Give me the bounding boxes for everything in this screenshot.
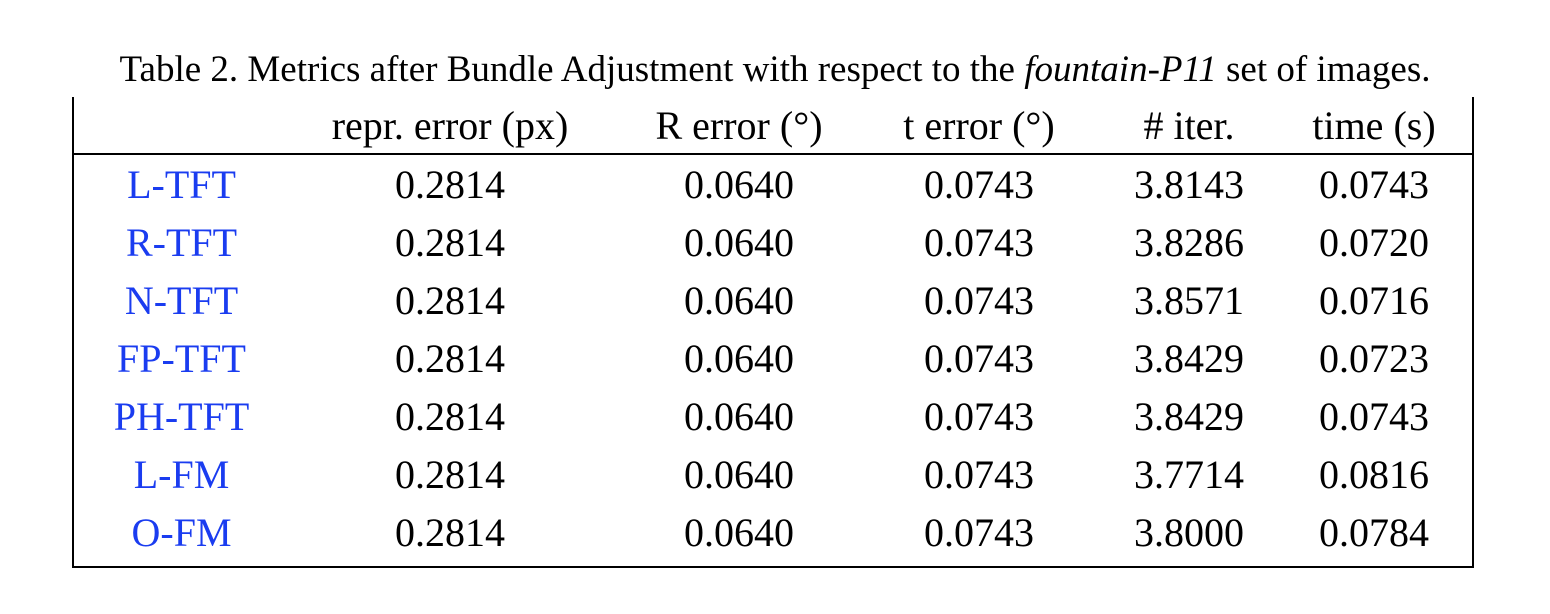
repr-error-cell: 0.2814 xyxy=(395,336,505,381)
table-row xyxy=(74,446,1472,504)
table-row xyxy=(74,388,1472,446)
method-label: N-TFT xyxy=(124,278,239,323)
method-label: L-TFT xyxy=(127,162,236,207)
t-error-cell: 0.0743 xyxy=(924,162,1034,207)
table-row xyxy=(74,156,1472,214)
repr-error-cell: 0.2814 xyxy=(395,394,505,439)
method-label: FP-TFT xyxy=(117,336,246,381)
r-error-cell: 0.0640 xyxy=(684,394,794,439)
time-cell: 0.0723 xyxy=(1319,336,1429,381)
method-label: O-FM xyxy=(131,510,232,555)
caption-dataset: fountain-P11 xyxy=(1024,49,1217,90)
repr-error-cell: 0.2814 xyxy=(395,220,505,265)
table-header-row xyxy=(74,97,1472,155)
table-row xyxy=(74,330,1472,388)
time-cell: 0.0816 xyxy=(1319,452,1429,497)
metrics-table xyxy=(72,97,1474,568)
iter-cell: 3.8286 xyxy=(1134,220,1244,265)
iter-cell: 3.8571 xyxy=(1134,278,1244,323)
table-row xyxy=(74,504,1472,562)
t-error-cell: 0.0743 xyxy=(924,452,1034,497)
iter-cell: 3.8000 xyxy=(1134,510,1244,555)
r-error-cell: 0.0640 xyxy=(684,220,794,265)
method-label: L-FM xyxy=(133,452,230,497)
t-error-cell: 0.0743 xyxy=(924,510,1034,555)
method-label: R-TFT xyxy=(125,220,238,265)
repr-error-cell: 0.2814 xyxy=(395,162,505,207)
time-cell: 0.0743 xyxy=(1319,162,1429,207)
r-error-cell: 0.0640 xyxy=(684,336,794,381)
time-cell: 0.0743 xyxy=(1319,394,1429,439)
r-error-cell: 0.0640 xyxy=(684,510,794,555)
repr-error-cell: 0.2814 xyxy=(395,452,505,497)
iter-cell: 3.8429 xyxy=(1134,336,1244,381)
table-caption xyxy=(0,48,1550,92)
repr-error-cell: 0.2814 xyxy=(395,278,505,323)
caption-suffix: set of images. xyxy=(1226,49,1431,90)
header-r-error: R error (°) xyxy=(655,103,823,148)
header-time: time (s) xyxy=(1312,103,1436,148)
iter-cell: 3.8429 xyxy=(1134,394,1244,439)
repr-error-cell: 0.2814 xyxy=(395,510,505,555)
header-iter: # iter. xyxy=(1143,103,1235,148)
r-error-cell: 0.0640 xyxy=(684,278,794,323)
table-row xyxy=(74,214,1472,272)
table-row xyxy=(74,272,1472,330)
header-t-error: t error (°) xyxy=(903,103,1055,148)
header-repr-error: repr. error (px) xyxy=(331,103,569,148)
t-error-cell: 0.0743 xyxy=(924,336,1034,381)
time-cell: 0.0720 xyxy=(1319,220,1429,265)
r-error-cell: 0.0640 xyxy=(684,162,794,207)
method-label: PH-TFT xyxy=(113,394,250,439)
iter-cell: 3.7714 xyxy=(1134,452,1244,497)
t-error-cell: 0.0743 xyxy=(924,278,1034,323)
caption-prefix: Table 2. Metrics after Bundle Adjustment with respect to the xyxy=(119,49,1015,90)
time-cell: 0.0716 xyxy=(1319,278,1429,323)
t-error-cell: 0.0743 xyxy=(924,220,1034,265)
r-error-cell: 0.0640 xyxy=(684,452,794,497)
iter-cell: 3.8143 xyxy=(1134,162,1244,207)
t-error-cell: 0.0743 xyxy=(924,394,1034,439)
time-cell: 0.0784 xyxy=(1319,510,1429,555)
